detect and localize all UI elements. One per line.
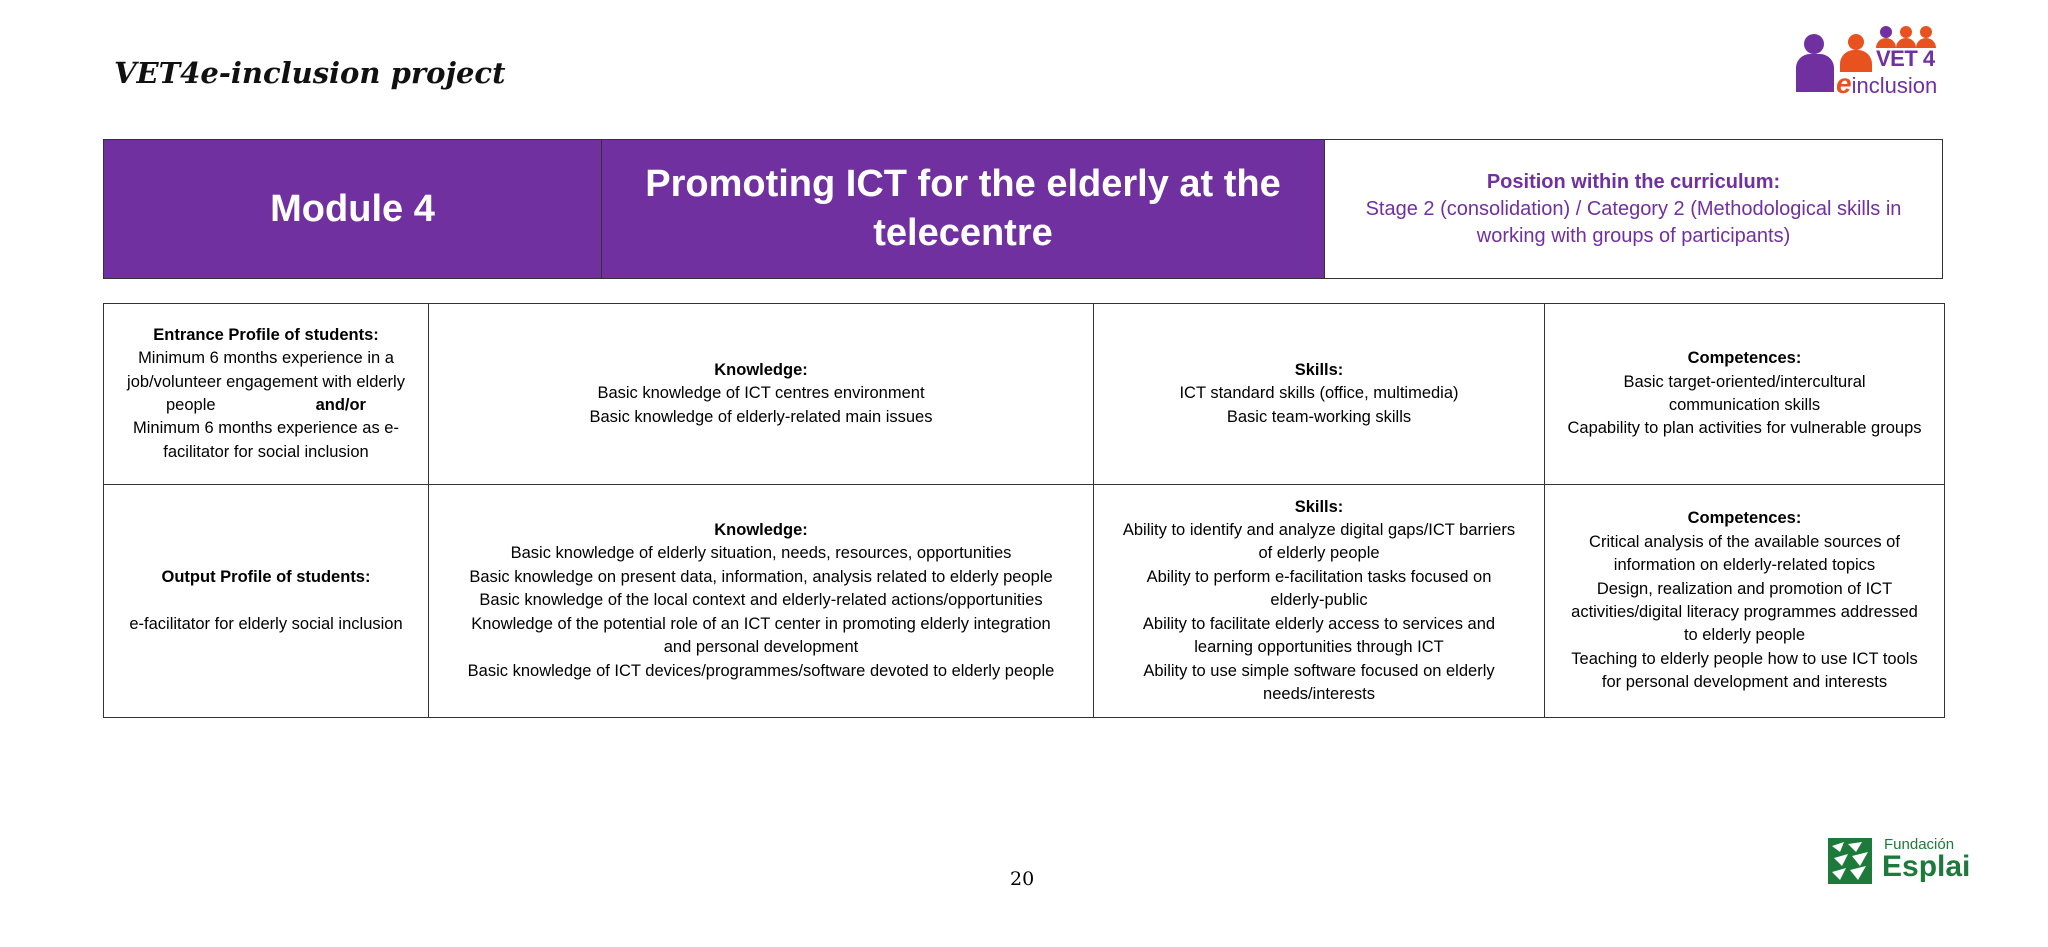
curriculum-position: [1325, 140, 1942, 278]
text-line: Design, realization and promotion of ICT: [1596, 579, 1893, 598]
esplai-line2: Esplai: [1882, 850, 1971, 883]
text-line: Basic team-working skills: [1226, 407, 1412, 426]
module-number: Module 4: [104, 140, 602, 278]
text-line: Basic knowledge on present data, information, analysis related to elderly people: [469, 567, 1053, 586]
entrance-knowledge-cell: [429, 304, 1094, 485]
text-line: Ability to perform e-facilitation tasks focused on: [1146, 567, 1492, 586]
text-line: for personal development and interests: [1601, 673, 1888, 692]
text-line: information on elderly-related topics: [1613, 556, 1876, 575]
text-line: ICT standard skills (office, multimedia): [1179, 384, 1459, 403]
text-line: Basic knowledge of ICT devices/programmes/software devoted to elderly people: [467, 661, 1055, 680]
text-line: facilitator for social inclusion: [163, 442, 369, 461]
text-line: communication skills: [1668, 396, 1821, 414]
text-line: Basic target-oriented/intercultural: [1623, 372, 1866, 391]
entrance-profile-cell: [104, 304, 429, 485]
output-skills-label: Skills:: [1294, 497, 1344, 516]
output-skills-cell: [1094, 485, 1545, 718]
entrance-profile-label: Entrance Profile of students:: [153, 325, 379, 344]
document-title: VET4e-inclusion project: [114, 56, 506, 90]
entrance-competences-label: Competences:: [1687, 349, 1802, 368]
output-profile-cell: [104, 485, 429, 718]
text-line: e-facilitator for elderly social inclusion: [129, 614, 403, 633]
text-line: Basic knowledge of ICT centres environment: [597, 384, 925, 403]
output-row: [104, 485, 1945, 718]
entrance-skills-cell: [1094, 304, 1545, 485]
text-line: Minimum 6 months experience in a: [138, 349, 394, 368]
output-profile-label: Output Profile of students:: [161, 568, 371, 587]
text-line: Ability to facilitate elderly access to services and: [1142, 614, 1496, 633]
entrance-skills-label: Skills:: [1294, 360, 1344, 379]
text-line: learning opportunities through ICT: [1194, 638, 1444, 657]
page-number: 20: [1010, 868, 1035, 890]
text-line: of elderly people: [1258, 544, 1380, 563]
fundacion-esplai-logo: [1828, 836, 1971, 888]
text-line: Ability to use simple software focused on elderly: [1143, 661, 1495, 680]
entrance-competences-cell: [1545, 304, 1945, 485]
text-line: job/volunteer engagement with elderly: [127, 372, 405, 391]
text-line: Minimum 6 months experience as e-: [133, 419, 399, 438]
esplai-mark-icon: [1828, 838, 1872, 884]
logo-vet-text: VET 4: [1876, 46, 1935, 71]
text-line: people and/or: [166, 396, 366, 414]
text-line: activities/digital literacy programmes addressed: [1571, 603, 1918, 621]
module-header-band: [103, 139, 1943, 279]
module-title: Promoting ICT for the elderly at the telecentre: [602, 140, 1325, 278]
text-line: Teaching to elderly people how to use ICT tools: [1571, 649, 1918, 668]
text-line: needs/interests: [1263, 684, 1375, 703]
text-line: to elderly people: [1683, 626, 1806, 645]
profile-table: [103, 303, 1945, 718]
output-competences-label: Competences:: [1687, 509, 1802, 528]
text-line: Ability to identify and analyze digital gaps/ICT barriers: [1122, 521, 1516, 540]
vet4e-inclusion-logo: [1796, 24, 1942, 99]
curriculum-position-label: Position within the curriculum:: [1486, 170, 1781, 193]
output-knowledge-label: Knowledge:: [714, 521, 808, 540]
text-line: and personal development: [663, 638, 859, 657]
text-line: Basic knowledge of elderly situation, needs, resources, opportunities: [510, 544, 1012, 563]
text-line: Critical analysis of the available sources of: [1589, 532, 1900, 551]
logo-inclusion-text: einclusion: [1836, 68, 1938, 99]
entrance-knowledge-label: Knowledge:: [714, 360, 808, 379]
text-line: Basic knowledge of elderly-related main issues: [589, 407, 933, 426]
curriculum-position-text: Stage 2 (consolidation) / Category 2 (Methodological skills in working with groups of participants): [1365, 197, 1902, 247]
text-line: Capability to plan activities for vulnerable groups: [1567, 419, 1922, 438]
esplai-line1: Fundación: [1884, 836, 1955, 853]
text-line: elderly-public: [1270, 591, 1368, 610]
entrance-row: [104, 304, 1945, 485]
output-knowledge-cell: [429, 485, 1094, 718]
text-line: Basic knowledge of the local context and elderly-related actions/opportunities: [479, 591, 1043, 610]
output-competences-cell: [1545, 485, 1945, 718]
text-line: Knowledge of the potential role of an ICT center in promoting elderly integration: [471, 614, 1051, 633]
